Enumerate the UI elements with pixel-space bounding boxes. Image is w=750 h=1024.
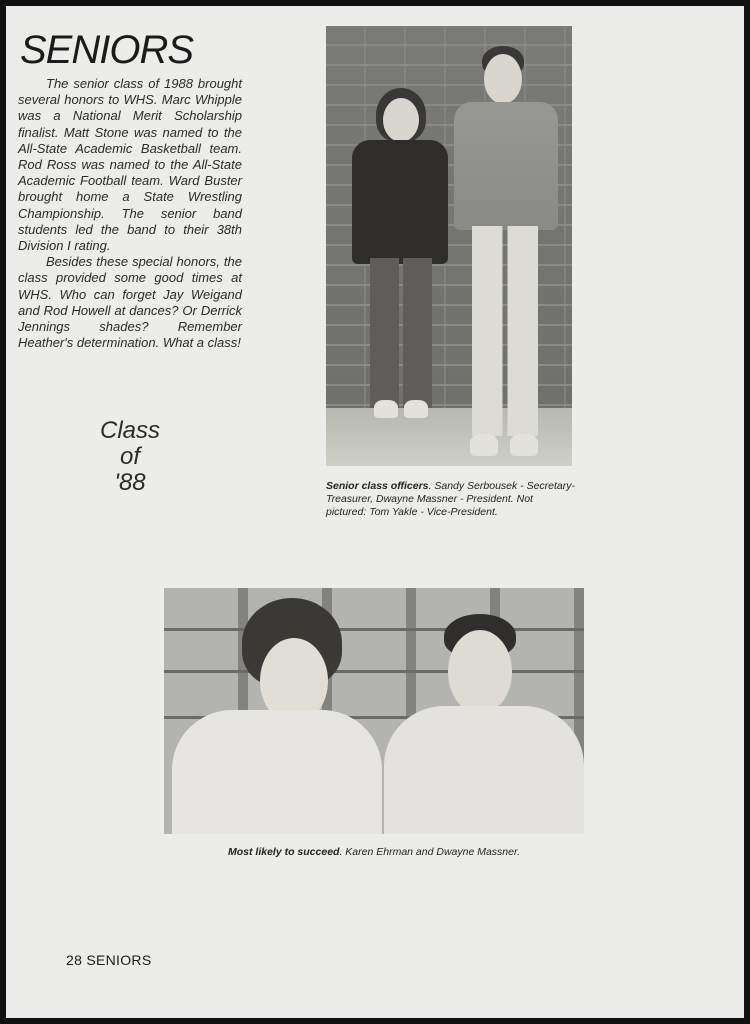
- page-title: SENIORS: [20, 28, 194, 72]
- most-likely-caption: [164, 846, 584, 859]
- paragraph-good-times: Besides these special honors, the class provided some good times at WHS. Who can forget Jay Weigand and Rod Howell at dances? Or Derrick Jennings shades? Remember Heather's determination. What a class!: [18, 254, 242, 351]
- yearbook-page: [6, 6, 744, 1018]
- officers-caption: [326, 480, 576, 519]
- officer-boy-figure: [450, 42, 562, 462]
- class-word: Class: [99, 417, 160, 444]
- most-likely-caption-lead: Most likely to succeed: [228, 846, 340, 858]
- year-word: '88: [114, 469, 146, 496]
- class-officers-photo: [326, 26, 572, 466]
- most-likely-caption-text: . Karen Ehrman and Dwayne Massner.: [339, 846, 520, 858]
- karen-figure: [172, 598, 382, 834]
- article-text: [18, 76, 242, 351]
- officers-caption-lead: Senior class officers: [326, 480, 429, 492]
- of-word: of: [119, 443, 140, 470]
- officer-girl-figure: [348, 88, 452, 428]
- page-footer: 28 SENIORS: [66, 952, 152, 968]
- paragraph-honors: The senior class of 1988 brought several honors to WHS. Marc Whipple was a National Merit Scholarship finalist. Matt Stone was named to the All-State Academic Basketball team. Rod Ross was named to the All-State Academic Football team. Ward Buster brought home a State Wrestling Championship. The senior band students led the band to their 38th Division I rating.: [18, 76, 242, 254]
- dwayne-figure: [384, 614, 584, 834]
- officers-caption-text: . Sandy Serbousek - Secretary-Treasurer, Dwayne Massner - President. Not pictured: Tom Yakle - Vice-President.: [326, 480, 576, 518]
- class-of-88-label: [80, 418, 180, 496]
- most-likely-photo: [164, 588, 584, 834]
